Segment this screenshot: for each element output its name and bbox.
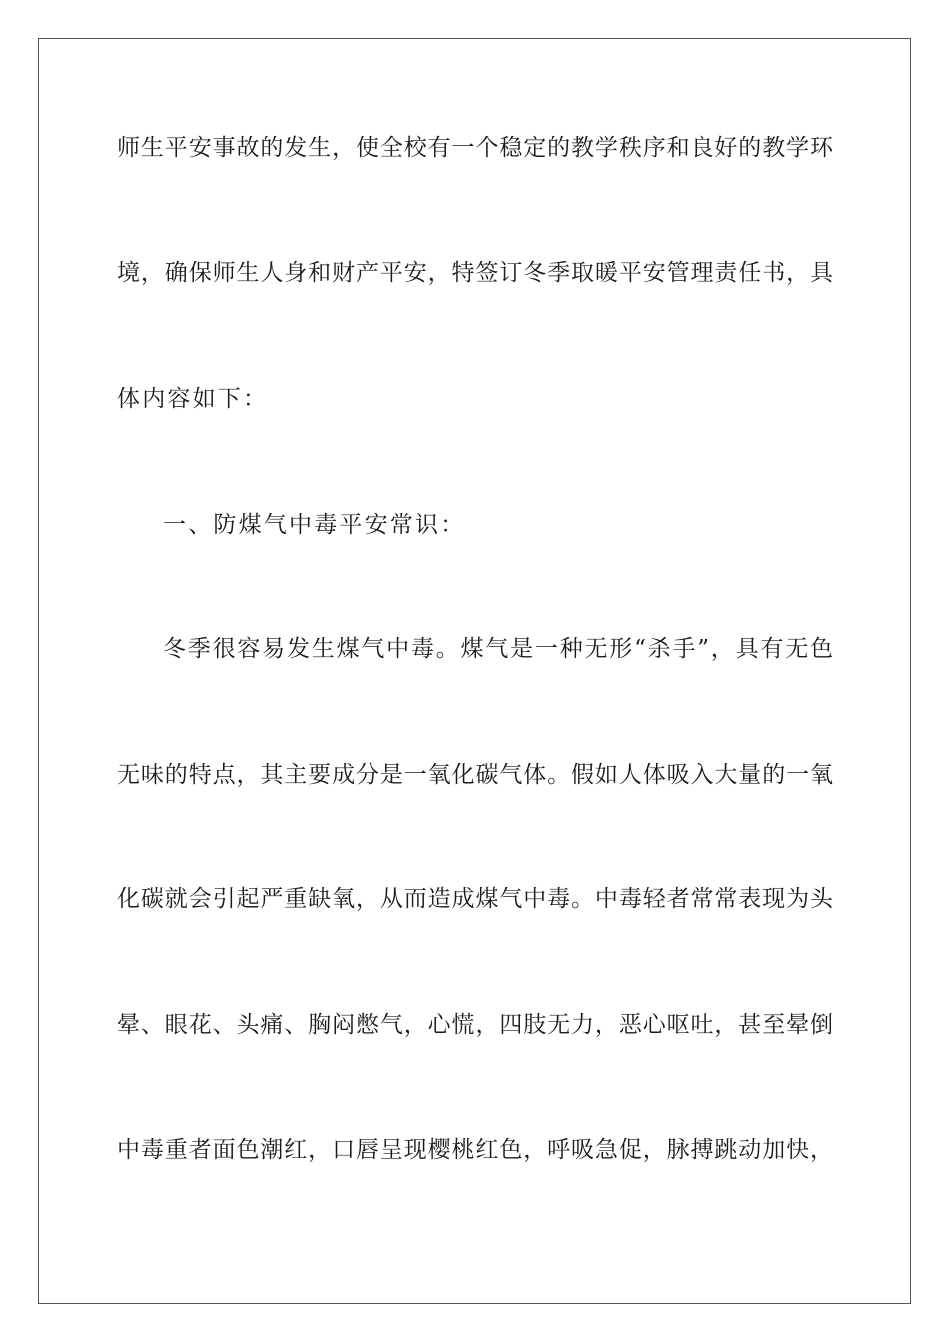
body-line-9: 中毒重者面色潮红，口唇呈现樱桃红色，呼吸急促，脉搏跳动加快， [117,1137,833,1163]
body-line-3: 体内容如下： [117,386,269,412]
page-border [38,38,911,1304]
body-line-7: 化碳就会引起严重缺氧，从而造成煤气中毒。中毒轻者常常表现为头 [117,886,833,912]
body-line-2: 境，确保师生人身和财产平安，特签订冬季取暖平安管理责任书，具 [117,260,833,286]
section-heading: 一、防煤气中毒平安常识： [163,512,466,538]
body-line-5: 冬季很容易发生煤气中毒。煤气是一种无形“杀手”，具有无色 [163,636,833,662]
body-line-1: 师生平安事故的发生，使全校有一个稳定的教学秩序和良好的教学环 [117,135,833,161]
body-line-6: 无味的特点，其主要成分是一氧化碳气体。假如人体吸入大量的一氧 [117,762,833,788]
body-line-8: 晕、眼花、头痛、胸闷憋气，心慌，四肢无力，恶心呕吐，甚至晕倒 [117,1012,833,1038]
